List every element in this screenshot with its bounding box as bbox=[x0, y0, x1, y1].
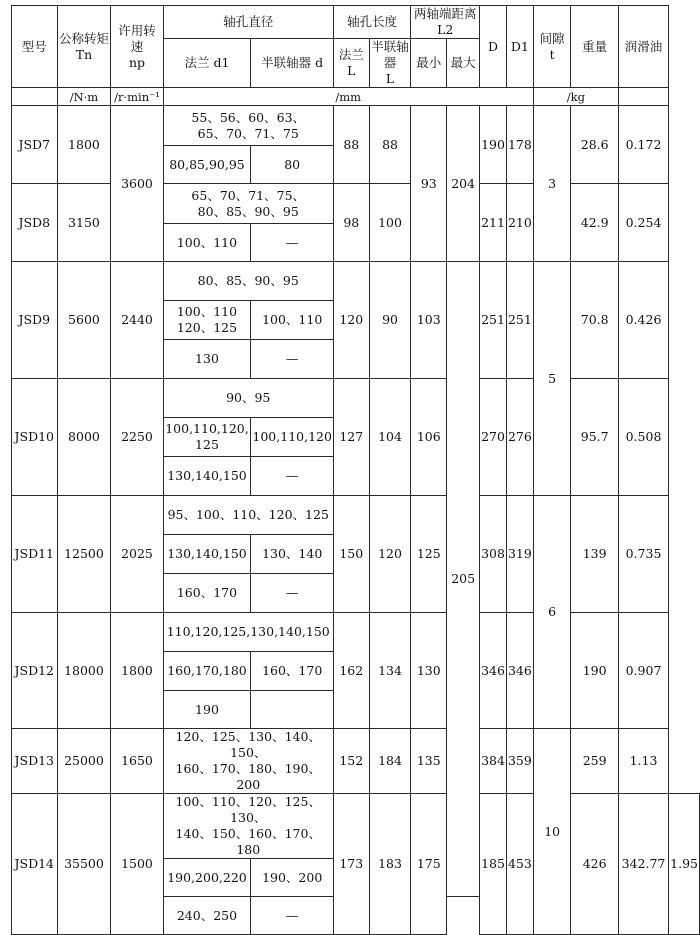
flange-L-cell: 120 bbox=[333, 262, 369, 379]
bore-span-cell: 55、56、60、63、 65、70、71、75 bbox=[163, 106, 333, 146]
units-speed: /r·min⁻¹ bbox=[111, 88, 163, 106]
model-cell: JSD10 bbox=[12, 379, 58, 496]
max-cell: 185 bbox=[480, 794, 507, 935]
weight-cell: 190 bbox=[571, 613, 618, 729]
table-row bbox=[12, 794, 700, 859]
D-cell: 270 bbox=[480, 379, 507, 496]
flange-L-cell: 162 bbox=[333, 613, 369, 729]
oil-cell: 0.907 bbox=[618, 613, 668, 729]
oil-cell: 1.13 bbox=[618, 729, 668, 794]
model-cell: JSD8 bbox=[12, 184, 58, 262]
weight-cell: 28.6 bbox=[571, 106, 618, 184]
table-row bbox=[12, 262, 700, 301]
speed-cell: 1650 bbox=[111, 729, 163, 794]
flange-bore-cell: 100、110 120、125 bbox=[163, 301, 251, 340]
half-bore-cell: 100、110 bbox=[251, 301, 334, 340]
flange-bore-cell: 100、110 bbox=[163, 224, 251, 262]
header-bore-length: 轴孔长度 bbox=[333, 6, 410, 39]
flange-L-cell: 98 bbox=[333, 184, 369, 262]
flange-L-cell: 127 bbox=[333, 379, 369, 496]
torque-cell: 5600 bbox=[57, 262, 111, 379]
weight-cell: 70.8 bbox=[571, 262, 618, 379]
half-L-cell: 184 bbox=[369, 729, 411, 794]
half-bore-cell: — bbox=[251, 574, 334, 613]
half-bore-cell: 190、200 bbox=[251, 859, 334, 897]
header-weight: 重量 bbox=[571, 6, 618, 88]
gap-cell: 6 bbox=[533, 496, 571, 729]
table-row bbox=[12, 729, 700, 794]
header-shaft-distance: 两轴端距离L2 bbox=[411, 6, 480, 39]
D1-cell: 210 bbox=[506, 184, 533, 262]
oil-cell: 1.95 bbox=[669, 794, 700, 935]
flange-bore-cell: 160,170,180 bbox=[163, 652, 251, 691]
bore-span-cell: 100、110、120、125、130、 140、150、160、170、180 bbox=[163, 794, 333, 859]
header-gap: 间隙 t bbox=[533, 6, 571, 88]
gap-cell: 5 bbox=[533, 262, 571, 496]
header-flange-d1: 法兰 d1 bbox=[163, 39, 251, 88]
min-cell: 130 bbox=[411, 613, 447, 729]
gap-cell: 10 bbox=[533, 729, 571, 935]
max-cell: 204 bbox=[447, 106, 480, 262]
min-cell: 125 bbox=[411, 496, 447, 613]
half-bore-cell: — bbox=[251, 224, 334, 262]
half-bore-cell bbox=[251, 691, 334, 729]
units-weight: /kg bbox=[533, 88, 618, 106]
D1-cell: 359 bbox=[506, 729, 533, 794]
D1-cell: 251 bbox=[506, 262, 533, 379]
min-cell: 93 bbox=[411, 106, 447, 262]
model-cell: JSD12 bbox=[12, 613, 58, 729]
torque-cell: 12500 bbox=[57, 496, 111, 613]
D1-cell: 346 bbox=[506, 613, 533, 729]
bore-span-cell: 120、125、130、140、150、 160、170、180、190、200 bbox=[163, 729, 333, 794]
flange-L-cell: 88 bbox=[333, 106, 369, 184]
torque-cell: 25000 bbox=[57, 729, 111, 794]
oil-cell: 0.735 bbox=[618, 496, 668, 613]
coupling-spec-table-wrap bbox=[11, 5, 700, 935]
D-cell: 453 bbox=[506, 794, 533, 935]
model-cell: JSD14 bbox=[12, 794, 58, 935]
half-L-cell: 104 bbox=[369, 379, 411, 496]
header-min: 最小 bbox=[411, 39, 447, 88]
flange-L-cell: 173 bbox=[333, 794, 369, 935]
header-half-coupling-L: 半联轴器 L bbox=[369, 39, 411, 88]
units-length: /mm bbox=[163, 88, 533, 106]
bore-span-cell: 95、100、110、120、125 bbox=[163, 496, 333, 535]
half-L-cell: 183 bbox=[369, 794, 411, 935]
flange-bore-cell: 80,85,90,95 bbox=[163, 146, 251, 184]
half-bore-cell: 130、140 bbox=[251, 535, 334, 574]
oil-cell: 0.254 bbox=[618, 184, 668, 262]
D-cell: 346 bbox=[480, 613, 507, 729]
half-bore-cell: 80 bbox=[251, 146, 334, 184]
header-bore-diameter: 轴孔直径 bbox=[163, 6, 333, 39]
header-half-coupling-d: 半联轴器 d bbox=[251, 39, 334, 88]
oil-cell: 0.426 bbox=[618, 262, 668, 379]
min-cell: 103 bbox=[411, 262, 447, 379]
D-cell: 211 bbox=[480, 184, 507, 262]
D1-cell: 319 bbox=[506, 496, 533, 613]
half-bore-cell: — bbox=[251, 897, 334, 935]
half-L-cell: 100 bbox=[369, 184, 411, 262]
units-row bbox=[12, 88, 700, 106]
speed-cell: 2025 bbox=[111, 496, 163, 613]
model-cell: JSD11 bbox=[12, 496, 58, 613]
half-L-cell: 134 bbox=[369, 613, 411, 729]
flange-bore-cell: 100,110,120, 125 bbox=[163, 418, 251, 457]
flange-bore-cell: 190,200,220 bbox=[163, 859, 251, 897]
header-model: 型号 bbox=[12, 6, 58, 88]
units-blank-2 bbox=[618, 88, 668, 106]
table-row bbox=[12, 613, 700, 652]
oil-cell: 0.508 bbox=[618, 379, 668, 496]
header-speed: 许用转速 np bbox=[111, 6, 163, 88]
bore-span-cell: 65、70、71、75、 80、85、90、95 bbox=[163, 184, 333, 224]
D-cell: 251 bbox=[480, 262, 507, 379]
header-max: 最大 bbox=[447, 39, 480, 88]
min-cell: 175 bbox=[411, 794, 447, 935]
model-cell: JSD9 bbox=[12, 262, 58, 379]
flange-L-cell: 150 bbox=[333, 496, 369, 613]
half-bore-cell: — bbox=[251, 340, 334, 379]
bore-span-cell: 90、95 bbox=[163, 379, 333, 418]
header-flange-L: 法兰L bbox=[333, 39, 369, 88]
speed-cell: 3600 bbox=[111, 106, 163, 262]
flange-bore-cell: 240、250 bbox=[163, 897, 251, 935]
weight-cell: 139 bbox=[571, 496, 618, 613]
half-bore-cell: 160、170 bbox=[251, 652, 334, 691]
table-row bbox=[12, 379, 700, 418]
table-row bbox=[12, 496, 700, 535]
bore-span-cell: 110,120,125,130,140,150 bbox=[163, 613, 333, 652]
header-D1: D1 bbox=[506, 6, 533, 88]
torque-cell: 3150 bbox=[57, 184, 111, 262]
weight-cell: 342.77 bbox=[618, 794, 668, 935]
D1-cell: 426 bbox=[571, 794, 618, 935]
flange-L-cell: 152 bbox=[333, 729, 369, 794]
header-row-1 bbox=[12, 6, 700, 39]
flange-bore-cell: 160、170 bbox=[163, 574, 251, 613]
speed-cell: 2440 bbox=[111, 262, 163, 379]
D-cell: 190 bbox=[480, 106, 507, 184]
half-L-cell: 90 bbox=[369, 262, 411, 379]
torque-cell: 35500 bbox=[57, 794, 111, 935]
gap-cell: 3 bbox=[533, 106, 571, 262]
model-cell: JSD13 bbox=[12, 729, 58, 794]
speed-cell: 1500 bbox=[111, 794, 163, 935]
header-D: D bbox=[480, 6, 507, 88]
torque-cell: 8000 bbox=[57, 379, 111, 496]
weight-cell: 95.7 bbox=[571, 379, 618, 496]
half-L-cell: 88 bbox=[369, 106, 411, 184]
bore-span-cell: 80、85、90、95 bbox=[163, 262, 333, 301]
flange-bore-cell: 130 bbox=[163, 340, 251, 379]
header-lubricant: 润滑油 bbox=[618, 6, 668, 88]
min-cell: 135 bbox=[411, 729, 447, 794]
torque-cell: 18000 bbox=[57, 613, 111, 729]
torque-cell: 1800 bbox=[57, 106, 111, 184]
half-L-cell: 120 bbox=[369, 496, 411, 613]
max-cell: 205 bbox=[447, 262, 480, 897]
weight-cell: 259 bbox=[571, 729, 618, 794]
speed-cell: 1800 bbox=[111, 613, 163, 729]
model-cell: JSD7 bbox=[12, 106, 58, 184]
table-row bbox=[12, 106, 700, 146]
coupling-spec-table bbox=[11, 5, 700, 935]
flange-bore-cell: 190 bbox=[163, 691, 251, 729]
header-torque: 公称转矩 Tn bbox=[57, 6, 111, 88]
D-cell: 384 bbox=[480, 729, 507, 794]
speed-cell: 2250 bbox=[111, 379, 163, 496]
half-bore-cell: — bbox=[251, 457, 334, 496]
units-blank bbox=[12, 88, 58, 106]
oil-cell: 0.172 bbox=[618, 106, 668, 184]
D1-cell: 276 bbox=[506, 379, 533, 496]
flange-bore-cell: 130,140,150 bbox=[163, 535, 251, 574]
weight-cell: 42.9 bbox=[571, 184, 618, 262]
D1-cell: 178 bbox=[506, 106, 533, 184]
half-bore-cell: 100,110,120 bbox=[251, 418, 334, 457]
units-torque: /N·m bbox=[57, 88, 111, 106]
D-cell: 308 bbox=[480, 496, 507, 613]
flange-bore-cell: 130,140,150 bbox=[163, 457, 251, 496]
min-cell: 106 bbox=[411, 379, 447, 496]
